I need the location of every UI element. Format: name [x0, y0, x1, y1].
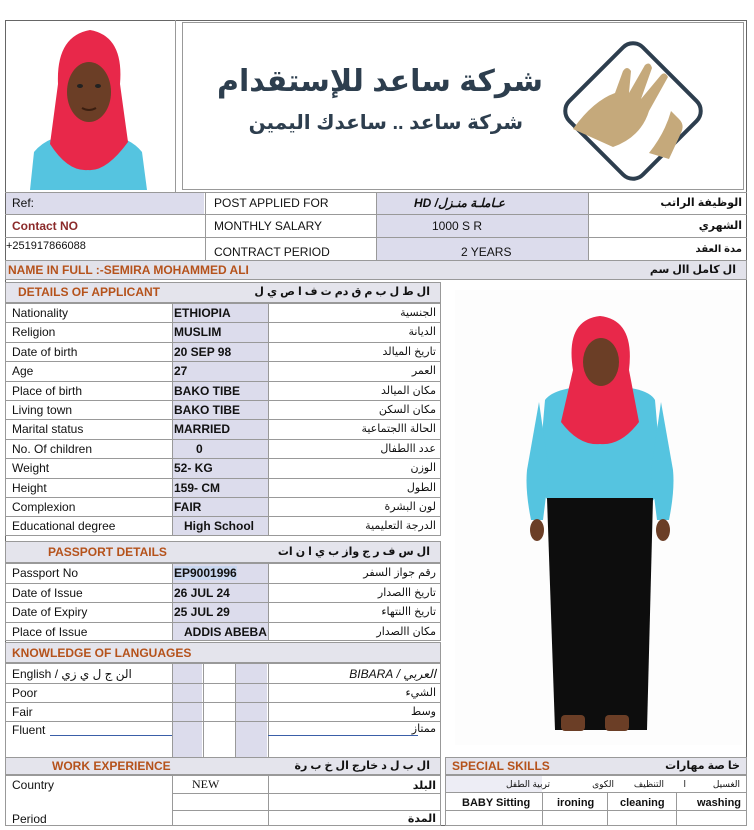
applicant-row-label: Living town	[12, 403, 73, 417]
applicant-row-label: Age	[12, 364, 34, 379]
post-label: POST APPLIED FOR	[214, 196, 329, 210]
applicant-row-label: Marital status	[12, 422, 84, 437]
applicant-row-label: No. Of children	[12, 441, 93, 456]
applicant-title: DETAILS OF APPLICANT	[18, 285, 160, 299]
skill-baby-sitting: BABY Sitting	[462, 797, 531, 809]
skill-ar-3: الكوى	[592, 779, 614, 789]
country-value: NEW	[192, 777, 220, 791]
applicant-row-label: Height	[12, 480, 47, 495]
contact-label: Contact NO	[12, 219, 78, 233]
english-label: English / الن ج ل ي زي	[12, 667, 132, 681]
skills-title: SPECIAL SKILLS	[452, 759, 550, 773]
applicant-row-value: BAKO TIBE	[174, 383, 240, 398]
applicant-row-ar: لون البشرة	[384, 501, 436, 513]
fluent-label-ar: ممتاز	[411, 723, 436, 735]
passport-row-value: 25 JUL 29	[174, 605, 230, 619]
applicant-row-ar: الطول	[406, 481, 436, 494]
applicant-row-ar: الديانة	[408, 326, 436, 339]
applicant-portrait-photo	[20, 22, 157, 190]
country-label-ar: البلد	[412, 780, 436, 792]
contact-value: +251917866088	[6, 240, 86, 252]
passport-title: PASSPORT DETAILS	[48, 545, 167, 559]
applicant-row-value: FAIR	[174, 500, 202, 514]
applicant-row-ar: مكان الميالد	[380, 384, 436, 397]
work-title: WORK EXPERIENCE	[52, 759, 171, 773]
salary-label: MONTHLY SALARY	[214, 219, 323, 233]
skill-ironing: ironing	[557, 797, 595, 809]
applicant-row-label: Educational degree	[12, 519, 116, 534]
applicant-row-ar: الدرجة التعليمية	[365, 520, 436, 533]
applicant-row-value: 27	[174, 364, 188, 379]
applicant-row-label: Place of birth	[12, 383, 83, 398]
post-label-ar: الوظيفة الراتب	[660, 197, 742, 209]
skill-ar-4: تربية الطفل	[505, 779, 550, 789]
poor-label: Poor	[12, 686, 38, 700]
passport-row-ar: تاريخ االنتهاء	[381, 606, 436, 618]
applicant-row-ar: مكان السكن	[378, 404, 436, 416]
skill-ar-0: الغسيل	[712, 779, 740, 789]
skills-title-ar: خا صة مهارات	[665, 760, 740, 772]
applicant-row-value: High School	[184, 519, 254, 534]
company-tagline: شركة ساعد .. ساعدك اليمين	[248, 112, 523, 134]
skill-washing: washing	[697, 797, 742, 809]
applicant-row-value: MARRIED	[174, 422, 230, 437]
passport-row-label: Place of Issue	[12, 624, 88, 639]
applicant-row-ar: عدد االطفال	[380, 442, 436, 455]
contract-label: CONTRACT PERIOD	[214, 245, 330, 259]
fluent-label: Fluent	[12, 723, 46, 737]
company-header	[182, 22, 744, 190]
country-label: Country	[12, 778, 55, 792]
passport-row-label: Passport No	[12, 566, 79, 580]
contract-value: 2 YEARS	[461, 245, 512, 259]
applicant-row-ar: الحالة االجتماعية	[361, 423, 436, 436]
applicant-row-value: 159- CM	[174, 480, 221, 495]
fair-label-ar: وسط	[411, 706, 436, 718]
passport-row-value: ADDIS ABEBA	[184, 624, 267, 639]
applicant-row-label: Complexion	[12, 500, 76, 514]
passport-title-ar: ال س ف ر ج واز ب ي ا ن ات	[277, 546, 430, 558]
applicant-row-value: ETHIOPIA	[174, 306, 231, 320]
skill-ar-1: ا	[683, 779, 686, 789]
applicant-row-label: Nationality	[12, 306, 69, 320]
applicant-title-ar: ال ط ل ب م ق دم ت ف ا ص ي ل	[254, 286, 430, 298]
applicant-row-ar: الوزن	[410, 462, 436, 475]
period-label-ar: المدة	[407, 813, 436, 825]
applicant-row-label: Weight	[12, 461, 50, 476]
skill-cleaning: cleaning	[620, 797, 665, 809]
passport-row-ar: رقم جواز السفر	[363, 567, 436, 579]
applicant-row-ar: تاريخ الميالد	[382, 345, 436, 358]
arabic-label: العربي / BIBARA	[349, 667, 436, 681]
post-value: HD /عـاملـة منـزل	[414, 196, 505, 210]
passport-row-ar: تاريخ االصدار	[377, 586, 436, 599]
applicant-row-value: 52- KG	[174, 461, 213, 476]
passport-row-value: EP9001996	[174, 566, 237, 580]
applicant-row-value: BAKO TIBE	[174, 403, 240, 417]
work-title-ar: ال ب ل د خارج ال خ ب رة	[294, 760, 430, 772]
passport-row-label: Date of Issue	[12, 585, 83, 600]
period-label: Period	[12, 812, 47, 826]
contract-label-ar: مدة العقد	[695, 244, 742, 255]
company-name: شركة ساعد للإستقدام	[216, 65, 543, 98]
applicant-row-value: 20 SEP 98	[174, 344, 232, 359]
fair-label: Fair	[12, 705, 33, 719]
applicant-row-ar: الجنسية	[400, 307, 436, 319]
applicant-full-body-photo	[455, 290, 742, 745]
full-name-ar: ال كامل اال سم	[649, 264, 736, 276]
applicant-row-label: Date of birth	[12, 344, 78, 359]
passport-row-ar: مكان االصدار	[376, 625, 436, 638]
ref-label: Ref:	[12, 196, 35, 210]
passport-row-value: 26 JUL 24	[174, 585, 230, 600]
salary-label-ar: الشهري	[698, 220, 742, 232]
applicant-row-ar: العمر	[411, 365, 436, 378]
languages-title: KNOWLEDGE OF LANGUAGES	[12, 646, 192, 660]
skill-ar-2: التنظيف	[633, 779, 664, 789]
passport-row-label: Date of Expiry	[12, 605, 88, 619]
full-name: NAME IN FULL :-SEMIRA MOHAMMED ALI	[8, 263, 249, 277]
salary-value: 1000 S R	[432, 219, 483, 233]
applicant-row-value: MUSLIM	[174, 325, 222, 340]
poor-label-ar: الشيء	[405, 687, 436, 699]
hands-logo-icon	[553, 41, 713, 181]
applicant-row-value: 0	[196, 441, 203, 456]
applicant-row-label: Religion	[12, 325, 56, 340]
